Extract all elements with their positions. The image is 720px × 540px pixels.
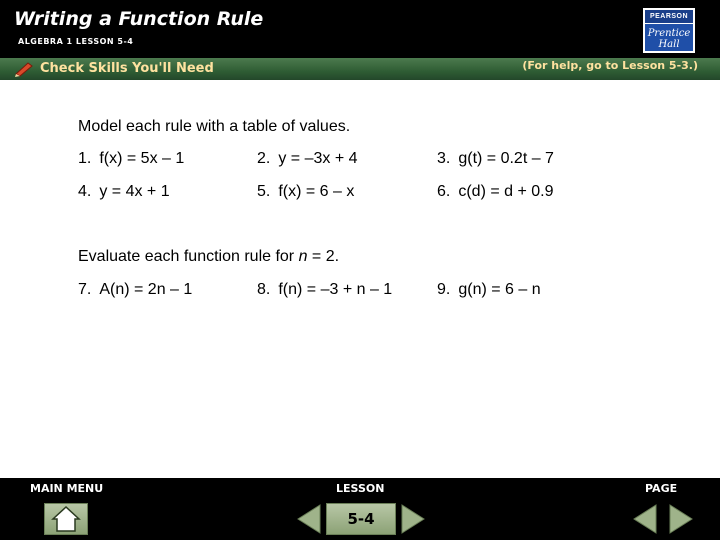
- publisher-logo: [643, 8, 695, 53]
- logo-top-text: PEARSON: [645, 10, 693, 24]
- problem-9: [437, 281, 541, 299]
- lesson-number-button[interactable]: 5-4: [326, 503, 396, 535]
- main-menu-label: MAIN MENU: [30, 482, 104, 495]
- instruction-prefix: Evaluate each function rule for: [78, 248, 299, 265]
- problem-number: 2.: [257, 150, 271, 167]
- check-skills-label: Check Skills You'll Need: [40, 61, 214, 76]
- help-reference: (For help, go to Lesson 5-3.): [522, 59, 698, 72]
- problem-text: f(n) = –3 + n – 1: [278, 281, 393, 298]
- problem-number: 9.: [437, 281, 451, 298]
- problem-number: 8.: [257, 281, 271, 298]
- triangle-left-icon: [632, 503, 658, 535]
- lesson-prev-button[interactable]: [296, 503, 322, 535]
- problem-text: y = –3x + 4: [278, 150, 358, 167]
- problem-3: [437, 150, 554, 168]
- problem-7: [78, 281, 192, 299]
- page-prev-button[interactable]: [632, 503, 658, 535]
- lesson-subtitle: ALGEBRA 1 LESSON 5-4: [18, 37, 134, 46]
- problem-text: y = 4x + 1: [99, 183, 170, 200]
- instruction-model: Model each rule with a table of values.: [78, 118, 351, 135]
- triangle-left-icon: [296, 503, 322, 535]
- problem-text: g(t) = 0.2t – 7: [458, 150, 554, 167]
- page-label: PAGE: [645, 482, 678, 495]
- instruction-variable: n: [298, 248, 308, 265]
- problem-text: g(n) = 6 – n: [458, 281, 541, 298]
- problem-text: c(d) = d + 0.9: [458, 183, 554, 200]
- triangle-right-icon: [668, 503, 694, 535]
- lesson-label: LESSON: [336, 482, 385, 495]
- page-title: Writing a Function Rule: [14, 8, 264, 30]
- problem-8: [257, 281, 392, 299]
- logo-line-2: Hall: [658, 39, 680, 50]
- home-icon: [45, 504, 87, 534]
- problem-text: A(n) = 2n – 1: [99, 281, 193, 298]
- problem-number: 4.: [78, 183, 92, 200]
- problem-number: 1.: [78, 150, 92, 167]
- problem-6: [437, 183, 554, 201]
- problem-2: [257, 150, 358, 168]
- header-bar: [0, 0, 720, 58]
- lesson-next-button[interactable]: [400, 503, 426, 535]
- instruction-suffix: = 2.: [307, 248, 340, 265]
- problem-number: 5.: [257, 183, 271, 200]
- pencil-icon: [14, 61, 34, 77]
- problem-1: [78, 150, 184, 168]
- triangle-right-icon: [400, 503, 426, 535]
- problem-4: [78, 183, 170, 201]
- problem-number: 7.: [78, 281, 92, 298]
- instruction-evaluate: [78, 248, 339, 266]
- logo-line-1: Prentice: [647, 28, 691, 39]
- problem-number: 6.: [437, 183, 451, 200]
- problem-text: f(x) = 5x – 1: [99, 150, 185, 167]
- problem-number: 3.: [437, 150, 451, 167]
- main-menu-button[interactable]: [44, 503, 88, 535]
- problem-text: f(x) = 6 – x: [278, 183, 355, 200]
- problem-5: [257, 183, 354, 201]
- page-next-button[interactable]: [668, 503, 694, 535]
